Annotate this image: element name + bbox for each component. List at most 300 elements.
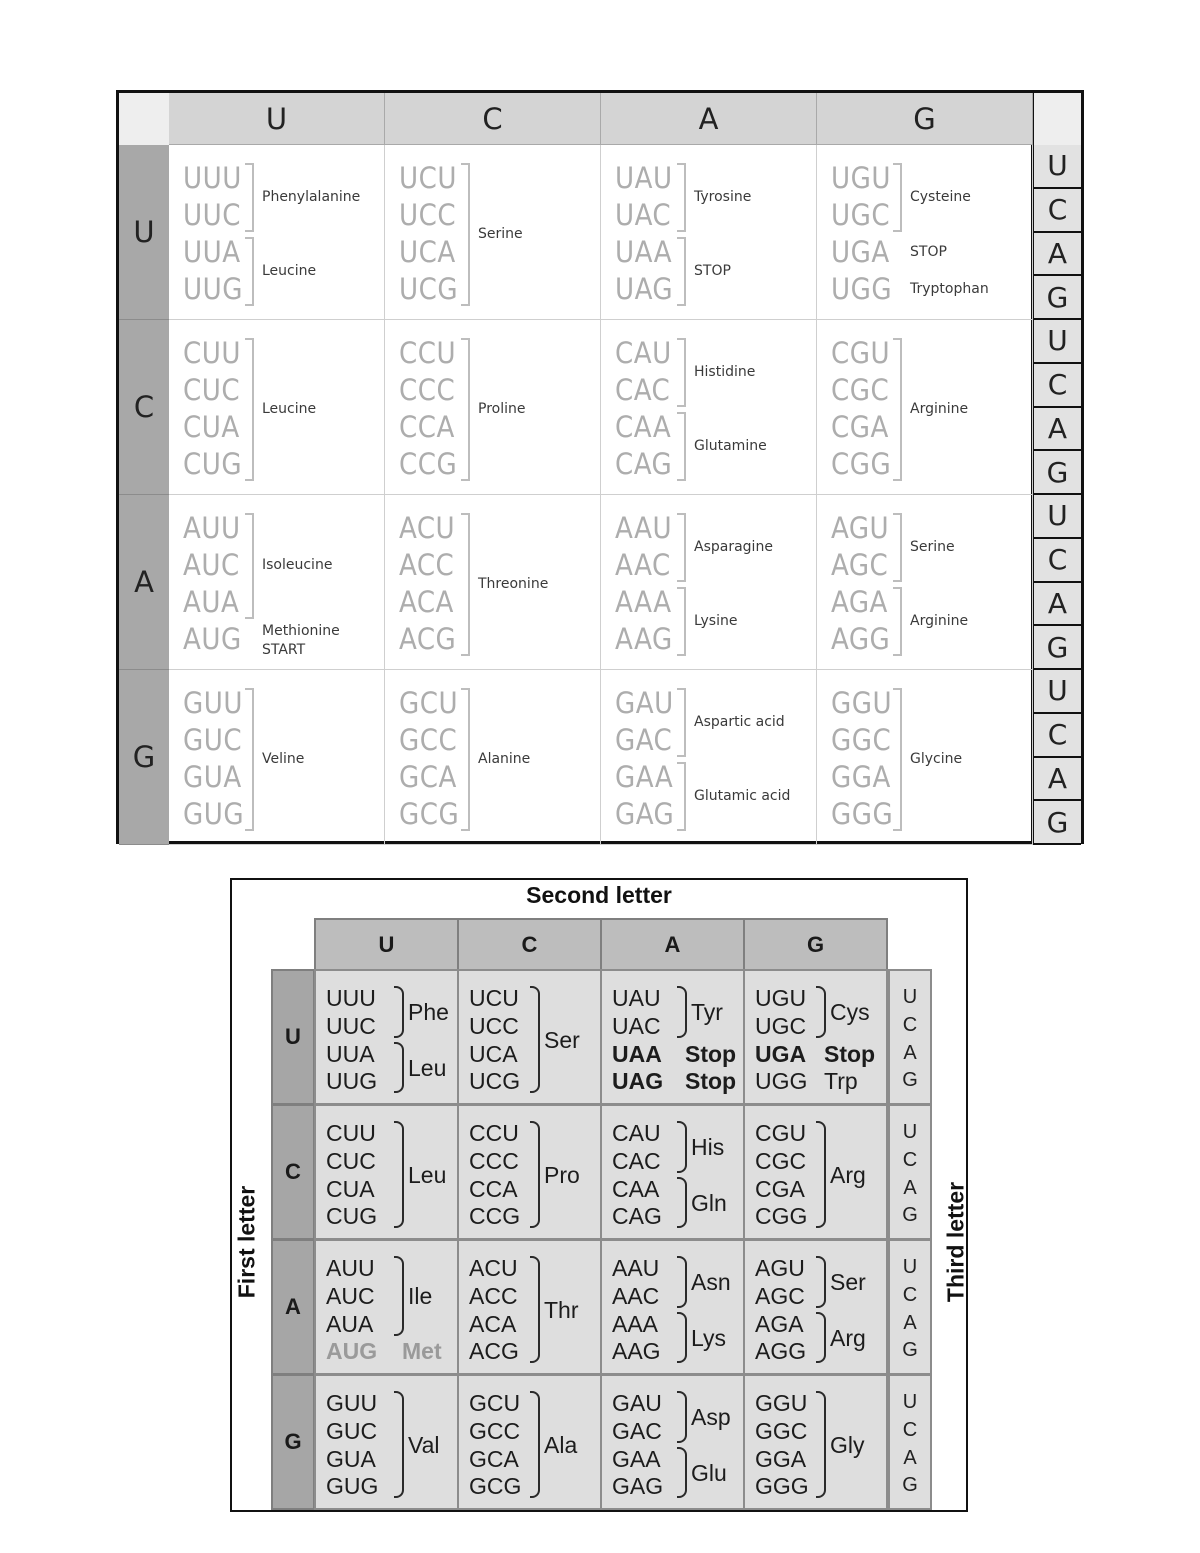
third-letter-label: Third letter [942, 1181, 969, 1303]
codon-AAC: AAC [615, 548, 671, 582]
codon-UAC: UAC [615, 198, 672, 232]
amino-acid-label: STOP [694, 262, 731, 279]
cell-CA [601, 320, 817, 495]
codon-CGU: CGU [755, 1120, 807, 1146]
amino-acid-label: Threonine [478, 575, 549, 592]
third-letter-A-C: C [1031, 539, 1081, 583]
codon-CCA: CCA [399, 410, 455, 444]
cell-CC [457, 1104, 602, 1240]
third-letter-U-C: C [902, 1014, 918, 1036]
cell-UG [817, 145, 1033, 320]
codon-GAC: GAC [615, 723, 673, 757]
amino-acid-label: Stop [824, 1041, 876, 1067]
third-letter-U-U: U [1031, 145, 1081, 189]
bracket [530, 986, 540, 1093]
cell-AA [600, 1239, 745, 1375]
bracket [677, 1121, 687, 1173]
codon-UAA: UAA [612, 1041, 662, 1067]
codon-GUU: GUU [326, 1390, 378, 1416]
cell-AC [385, 495, 601, 670]
third-letter-C-U: U [902, 1121, 918, 1143]
codon-GAC: GAC [612, 1418, 662, 1444]
codon-UCA: UCA [469, 1041, 518, 1067]
bracket [677, 1391, 687, 1443]
codon-CUA: CUA [183, 410, 240, 444]
codon-GUA: GUA [326, 1446, 376, 1472]
bracket [816, 1391, 826, 1498]
amino-acid-label: Serine [478, 225, 523, 242]
codon-AGG: AGG [755, 1338, 807, 1364]
amino-acid-label: Met [402, 1338, 442, 1364]
codon-AUU: AUU [183, 511, 241, 545]
amino-acid-label: Ser [544, 1026, 580, 1053]
codon-GUC: GUC [326, 1418, 378, 1444]
codon-GCU: GCU [399, 686, 459, 720]
third-letter-C-A: A [1031, 408, 1081, 452]
corner-top-left [119, 93, 169, 145]
codon-UCC: UCC [399, 198, 457, 232]
row-header-G: G [119, 670, 169, 845]
codon-CAU: CAU [615, 336, 672, 370]
codon-AGC: AGC [755, 1283, 805, 1309]
bracket [677, 688, 686, 757]
amino-acid-label: Leu [408, 1161, 447, 1188]
codon-CAC: CAC [615, 373, 671, 407]
column-header-G: G [817, 93, 1033, 145]
codon-UGG: UGG [755, 1068, 808, 1094]
amino-acid-label: Arg [830, 1324, 866, 1351]
codon-ACU: ACU [399, 511, 456, 545]
bracket [245, 688, 254, 831]
codon-AUG: AUG [326, 1338, 378, 1364]
bracket [461, 688, 470, 831]
third-letter-U-G: G [1031, 276, 1081, 320]
codon-UUU: UUU [326, 985, 376, 1011]
amino-acid-label: Thr [544, 1296, 579, 1323]
bracket [461, 163, 470, 306]
codon-GUA: GUA [183, 760, 242, 794]
codon-ACA: ACA [399, 585, 454, 619]
amino-acid-label: Histidine [694, 363, 756, 380]
amino-acid-label: Leucine [262, 262, 317, 279]
codon-GGA: GGA [755, 1446, 807, 1472]
codon-GCA: GCA [469, 1446, 519, 1472]
amino-acid-label: Glycine [910, 750, 963, 767]
codon-CUG: CUG [326, 1203, 378, 1229]
cell-GC [385, 670, 601, 845]
cell-AC [457, 1239, 602, 1375]
third-letter-U-A: A [903, 1042, 917, 1064]
cell-GG [743, 1374, 888, 1510]
third-letter-C-C: C [902, 1149, 918, 1171]
codon-GAA: GAA [612, 1446, 661, 1472]
third-letter-C-G: G [1031, 451, 1081, 495]
codon-CAG: CAG [612, 1203, 662, 1229]
third-letter-G-G: G [1031, 801, 1081, 845]
codon-GGC: GGC [831, 723, 892, 757]
codon-UGA: UGA [755, 1041, 807, 1067]
column-header-U: U [314, 918, 459, 971]
bracket [530, 1256, 540, 1363]
third-letter-column-C [888, 1104, 932, 1240]
amino-acid-label: Cys [830, 999, 870, 1025]
third-letter-G-C: C [1031, 714, 1081, 758]
codon-AAA: AAA [612, 1311, 659, 1337]
codon-ACU: ACU [469, 1255, 518, 1281]
bracket [530, 1121, 540, 1228]
codon-CCC: CCC [469, 1148, 519, 1174]
amino-acid-label: Tyr [691, 999, 723, 1025]
codon-GAA: GAA [615, 760, 674, 794]
codon-UGC: UGC [831, 198, 891, 232]
codon-AGC: AGC [831, 548, 889, 582]
amino-acid-label: Asn [691, 1269, 731, 1295]
row-header-C: C [119, 320, 169, 495]
row-header-G: G [271, 1374, 315, 1510]
row-header-U: U [271, 969, 315, 1105]
cell-GG [817, 670, 1033, 845]
bracket [245, 338, 254, 481]
cell-CG [743, 1104, 888, 1240]
bracket [677, 1312, 687, 1363]
codon-GCC: GCC [469, 1418, 521, 1444]
third-letter-A-C: C [902, 1284, 918, 1306]
codon-UAU: UAU [615, 161, 673, 195]
codon-CUC: CUC [326, 1148, 376, 1174]
amino-acid-label: Leu [408, 1054, 447, 1081]
codon-UUU: UUU [183, 161, 242, 195]
amino-acid-label: Veline [262, 750, 305, 767]
codon-UCG: UCG [469, 1068, 521, 1094]
bracket [394, 1042, 404, 1093]
codon-CAA: CAA [612, 1176, 660, 1202]
second-letter-label: Second letter [526, 882, 672, 908]
codon-AGA: AGA [755, 1311, 804, 1337]
cell-CA [600, 1104, 745, 1240]
codon-UUA: UUA [326, 1041, 375, 1067]
bracket [816, 986, 826, 1038]
cell-AA [601, 495, 817, 670]
column-header-C: C [457, 918, 602, 971]
bracket [677, 587, 686, 656]
third-letter-column-A [888, 1239, 932, 1375]
codon-GCC: GCC [399, 723, 458, 757]
bracket [394, 986, 404, 1038]
amino-acid-label: Tryptophan [910, 281, 989, 297]
codon-AAC: AAC [612, 1283, 660, 1309]
amino-acid-label: Serine [910, 538, 955, 555]
codon-GGA: GGA [831, 760, 891, 794]
codon-CUC: CUC [183, 373, 241, 407]
codon-UCC: UCC [469, 1013, 519, 1039]
cell-CU [314, 1104, 459, 1240]
codon-CGA: CGA [831, 410, 889, 444]
cell-AU [169, 495, 385, 670]
codon-GCG: GCG [399, 797, 460, 831]
codon-UCG: UCG [399, 272, 459, 306]
bracket [394, 1391, 404, 1498]
codon-GCA: GCA [399, 760, 457, 794]
bracket [394, 1121, 404, 1228]
amino-acid-label: Aspartic acid [694, 713, 785, 730]
first-letter-label: First letter [233, 1185, 260, 1299]
codon-CUG: CUG [183, 447, 243, 481]
amino-acid-label: STOP [910, 244, 947, 260]
amino-acid-label: Tyrosine [694, 188, 752, 205]
cell-GC [457, 1374, 602, 1510]
codon-table-1 [116, 90, 1084, 844]
cell-UU [314, 969, 459, 1105]
cell-GA [600, 1374, 745, 1510]
codon-CGA: CGA [755, 1176, 805, 1202]
codon-ACC: ACC [399, 548, 455, 582]
third-letter-column-G [888, 1374, 932, 1510]
third-letter-A-A: A [903, 1312, 917, 1334]
codon-CGG: CGG [831, 447, 892, 481]
codon-ACG: ACG [399, 622, 457, 656]
codon-AAU: AAU [615, 511, 673, 545]
third-letter-C-G: G [902, 1204, 918, 1226]
codon-CCC: CCC [399, 373, 456, 407]
codon-GUU: GUU [183, 686, 243, 720]
codon-AGG: AGG [831, 622, 891, 656]
codon-CUU: CUU [183, 336, 241, 370]
codon-GUG: GUG [326, 1473, 379, 1499]
codon-UGU: UGU [755, 985, 807, 1011]
amino-acid-label: Trp [824, 1068, 858, 1094]
amino-acid-label: Glutamine [694, 437, 767, 454]
amino-acid-label: Val [408, 1431, 440, 1458]
bracket [530, 1391, 540, 1498]
codon-CGG: CGG [755, 1203, 808, 1229]
column-header-A: A [600, 918, 745, 971]
amino-acid-label: Cysteine [910, 188, 971, 205]
codon-UAU: UAU [612, 985, 661, 1011]
codon-GCG: GCG [469, 1473, 522, 1499]
bracket [245, 237, 254, 306]
bracket [677, 338, 686, 407]
codon-AUC: AUC [183, 548, 240, 582]
codon-CUU: CUU [326, 1120, 376, 1146]
bracket [816, 1312, 826, 1363]
column-header-A: A [601, 93, 817, 145]
bracket [677, 513, 686, 582]
column-header-G: G [743, 918, 888, 971]
bracket [677, 762, 686, 831]
codon-CUA: CUA [326, 1176, 375, 1202]
bracket [245, 513, 254, 619]
codon-GGC: GGC [755, 1418, 808, 1444]
third-letter-C-A: A [903, 1177, 917, 1199]
codon-GGG: GGG [755, 1473, 809, 1499]
codon-CAC: CAC [612, 1148, 661, 1174]
bracket [816, 1256, 826, 1308]
bracket [461, 513, 470, 656]
cell-UC [385, 145, 601, 320]
codon-UGA: UGA [831, 235, 890, 269]
amino-acid-label: Arginine [910, 400, 969, 417]
codon-UUC: UUC [326, 1013, 376, 1039]
codon-GCU: GCU [469, 1390, 521, 1416]
cell-CG [817, 320, 1033, 495]
codon-AUG: AUG [183, 622, 242, 656]
third-letter-U-U: U [902, 986, 918, 1008]
amino-acid-label: Pro [544, 1161, 580, 1188]
row-header-C: C [271, 1104, 315, 1240]
codon-table-2 [230, 878, 968, 1512]
third-letter-A-U: U [902, 1256, 918, 1278]
row-header-A: A [271, 1239, 315, 1375]
amino-acid-label: Leucine [262, 400, 317, 417]
codon-UAA: UAA [615, 235, 673, 269]
corner-top-right [1031, 93, 1081, 145]
codon-AUU: AUU [326, 1255, 375, 1281]
codon-UAC: UAC [612, 1013, 661, 1039]
bracket [893, 513, 902, 582]
amino-acid-label: Lysine [694, 612, 738, 629]
codon-CAA: CAA [615, 410, 672, 444]
codon-AUA: AUA [183, 585, 240, 619]
third-letter-A-G: G [902, 1339, 918, 1361]
bracket [677, 163, 686, 232]
third-letter-G-A: A [903, 1447, 917, 1469]
codon-GGU: GGU [831, 686, 893, 720]
codon-CCA: CCA [469, 1176, 518, 1202]
codon-CAU: CAU [612, 1120, 661, 1146]
amino-acid-label: Phenylalanine [262, 188, 361, 205]
cell-UG [743, 969, 888, 1105]
bracket [893, 688, 902, 831]
cell-CU [169, 320, 385, 495]
third-letter-U-C: C [1031, 189, 1081, 233]
codon-GGG: GGG [831, 797, 894, 831]
amino-acid-label: Methionine [262, 623, 340, 639]
codon-UAG: UAG [612, 1068, 664, 1094]
third-letter-G-A: A [1031, 758, 1081, 802]
amino-acid-label: Alanine [478, 750, 531, 767]
codon-UCU: UCU [469, 985, 519, 1011]
codon-ACG: ACG [469, 1338, 519, 1364]
codon-CCG: CCG [399, 447, 458, 481]
codon-ACC: ACC [469, 1283, 518, 1309]
cell-UA [600, 969, 745, 1105]
cell-CC [385, 320, 601, 495]
codon-UGU: UGU [831, 161, 891, 195]
third-letter-G-C: C [902, 1419, 918, 1441]
codon-UUC: UUC [183, 198, 241, 232]
third-letter-C-U: U [1031, 320, 1081, 364]
cell-GA [601, 670, 817, 845]
third-letter-U-A: A [1031, 233, 1081, 277]
third-letter-A-U: U [1031, 495, 1081, 539]
column-header-U: U [169, 93, 385, 145]
amino-acid-label: Lys [691, 1324, 726, 1351]
bracket [816, 1121, 826, 1228]
codon-UUG: UUG [183, 272, 243, 306]
amino-acid-label: Ser [830, 1269, 866, 1295]
amino-acid-label: Proline [478, 400, 526, 417]
third-letter-A-G: G [1031, 626, 1081, 670]
codon-GAU: GAU [615, 686, 674, 720]
cell-GU [169, 670, 385, 845]
codon-UUA: UUA [183, 235, 241, 269]
codon-GAU: GAU [612, 1390, 662, 1416]
column-header-C: C [385, 93, 601, 145]
codon-ACA: ACA [469, 1311, 517, 1337]
bracket [893, 587, 902, 656]
bracket [893, 163, 902, 232]
third-letter-column-U [888, 969, 932, 1105]
codon-AGU: AGU [831, 511, 890, 545]
amino-acid-label: His [691, 1134, 725, 1160]
codon-CAG: CAG [615, 447, 673, 481]
amino-acid-label: Ile [408, 1283, 433, 1309]
codon-GUG: GUG [183, 797, 245, 831]
codon-GAG: GAG [615, 797, 675, 831]
codon-GUC: GUC [183, 723, 243, 757]
codon-AGU: AGU [755, 1255, 805, 1281]
third-letter-A-A: A [1031, 583, 1081, 627]
codon-UUG: UUG [326, 1068, 378, 1094]
bracket [893, 338, 902, 481]
cell-UU [169, 145, 385, 320]
amino-acid-label: Stop [685, 1068, 737, 1094]
codon-UGG: UGG [831, 272, 893, 306]
bracket [677, 1177, 687, 1228]
amino-acid-label-2: START [262, 642, 306, 658]
bracket [394, 1256, 404, 1336]
codon-UCA: UCA [399, 235, 456, 269]
amino-acid-label: Arg [830, 1161, 866, 1188]
third-letter-U-G: G [902, 1069, 918, 1091]
amino-acid-label: Gly [830, 1431, 865, 1458]
cell-AG [743, 1239, 888, 1375]
codon-UAG: UAG [615, 272, 674, 306]
codon-AGA: AGA [831, 585, 888, 619]
bracket [677, 1447, 687, 1498]
codon-CCU: CCU [399, 336, 457, 370]
codon-AUC: AUC [326, 1283, 375, 1309]
codon-AAG: AAG [612, 1338, 661, 1364]
codon-CGU: CGU [831, 336, 891, 370]
bracket [677, 986, 687, 1038]
codon-AAU: AAU [612, 1255, 660, 1281]
amino-acid-label: Asparagine [694, 538, 773, 555]
bracket [677, 412, 686, 481]
cell-GU [314, 1374, 459, 1510]
amino-acid-label: Gln [691, 1189, 727, 1216]
codon-CGC: CGC [755, 1148, 807, 1174]
codon-UGC: UGC [755, 1013, 807, 1039]
codon-CCG: CCG [469, 1203, 521, 1229]
third-letter-C-C: C [1031, 364, 1081, 408]
amino-acid-label: Stop [685, 1041, 737, 1067]
codon-AAA: AAA [615, 585, 672, 619]
bracket [245, 163, 254, 232]
amino-acid-label: Isoleucine [262, 557, 333, 573]
codon-UCU: UCU [399, 161, 457, 195]
codon-GAG: GAG [612, 1473, 664, 1499]
bracket [461, 338, 470, 481]
bracket [677, 237, 686, 306]
codon-GGU: GGU [755, 1390, 808, 1416]
third-letter-G-U: U [1031, 670, 1081, 714]
amino-acid-label: Ala [544, 1431, 578, 1458]
row-header-A: A [119, 495, 169, 670]
amino-acid-label: Phe [408, 999, 449, 1025]
bracket [677, 1256, 687, 1308]
cell-UA [601, 145, 817, 320]
